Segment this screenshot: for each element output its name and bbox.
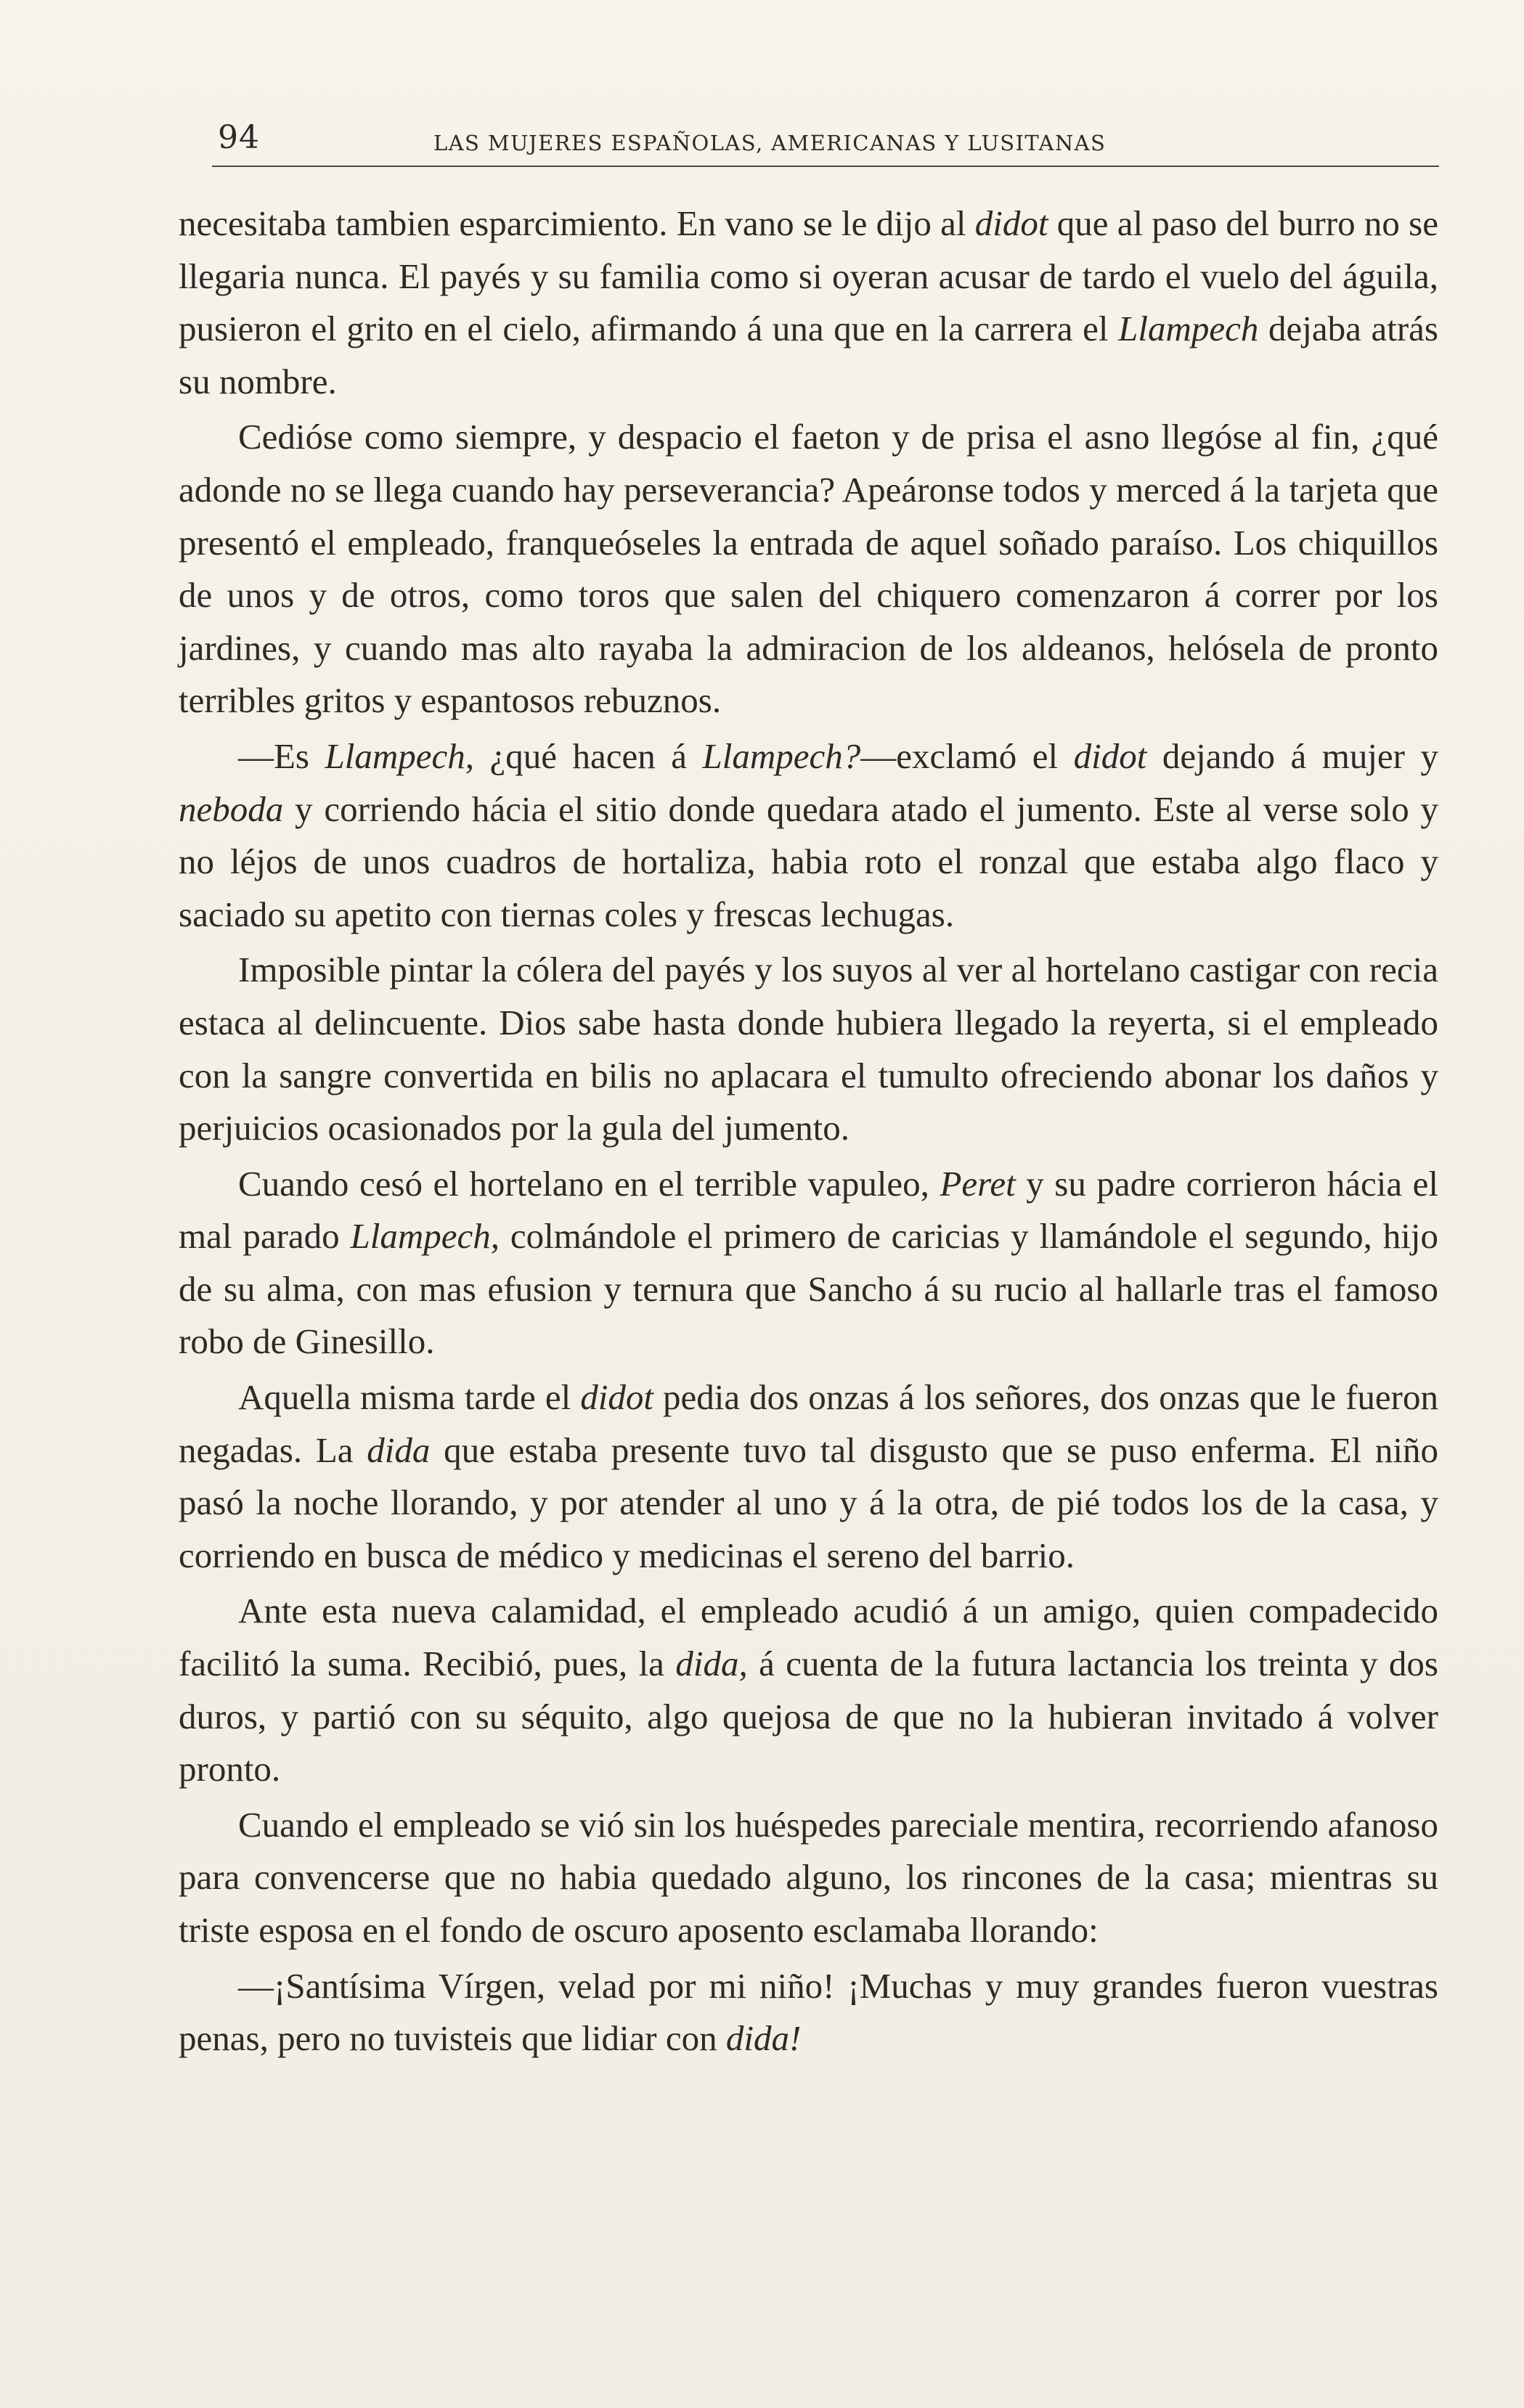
italic-term: dida, [675,1644,748,1684]
italic-term: didot [1073,735,1147,776]
italic-term: neboda [179,788,284,829]
paragraph [179,730,1438,941]
text-run: ¿qué hacen á [474,735,703,776]
text-run: Cedióse como siempre, y despacio el faeton y de prisa el asno llegóse al fin, ¿qué adonde no se llega cuando hay perseverancia? Apeáronse todos y merced á la tarjeta que presentó el empleado, franqueóseles la entrada de aquel soñado paraíso. Los chiquillos de unos y de otros, como toros que salen del chiquero comenzaron á correr por los jardines, y cuando mas alto rayaba la admiracion de los aldeanos, helósela de pronto terribles gritos y espantosos rebuznos. [179,417,1438,721]
italic-term: dida! [725,2018,802,2059]
text-run: dejaba atrás su nombre. [179,309,1438,401]
italic-term: Peret [940,1163,1016,1204]
italic-term: didot [580,1377,653,1418]
italic-term: Llampech? [702,735,861,776]
paragraph [179,944,1438,1154]
italic-term: Llampech, [325,735,475,776]
italic-term: Llampech [1118,309,1259,349]
text-run: Imposible pintar la cólera del payés y los suyos al ver al hortelano castigar con recia estaca al delincuente. Dios sabe hasta donde hubiera llegado la reyerta, si el empleado con la sangre convertida en bilis no aplacara el tumulto ofreciendo abonar los daños y perjuicios ocasionados por la gula del jumento. [179,950,1438,1148]
text-run: —Es [238,735,325,776]
running-head: LAS MUJERES ESPAÑOLAS, AMERICANAS Y LUSITANAS [433,131,1107,155]
text-run: Cuando cesó el hortelano en el terrible vapuleo, [238,1163,940,1204]
paragraph [179,1799,1438,1957]
text-run: que estaba presente tuvo tal disgusto que se puso enferma. El niño pasó la noche llorando, y por atender al uno y á la otra, de pié todos los de la casa, y corriendo en busca de médico y medicinas el sereno del barrio. [179,1429,1438,1575]
paragraph [179,411,1438,727]
text-run: —exclamó el [860,735,1074,776]
text-run: necesitaba tambien esparcimiento. En vano se le dijo al [179,203,975,243]
italic-term: dida [367,1429,431,1470]
paragraph [179,1585,1438,1795]
text-run: colmándole el primero de caricias y llamándole el segundo, hijo de su alma, con mas efusion y ternura que Sancho á su rucio al hallarle tras el famoso robo de Ginesillo. [179,1216,1438,1362]
text-run: Cuando el empleado se vió sin los huéspedes pareciale mentira, recorriendo afanoso para convencerse que no habia quedado alguno, los rincones de la casa; mientras su triste esposa en el fondo de oscuro aposento esclamaba llorando: [179,1804,1438,1950]
paragraph [179,1158,1438,1368]
text-run: á cuenta de la futura lactancia los treinta y dos duros, y partió con su séquito, algo quejosa de que no la hubieran invitado á volver pronto. [179,1644,1438,1789]
text-run: dejando á mujer y [1146,735,1439,776]
text-run: y su padre corrieron hácia el mal parado [179,1163,1438,1257]
paragraph [179,1960,1438,2065]
page-header [212,115,1439,167]
text-run: Aquella misma tarde el [238,1377,581,1418]
text-run: pedia dos onzas á los señores, dos onzas que le fueron negadas. La [179,1377,1438,1470]
text-run: que al paso del burro no se llegaria nunca. El payés y su familia como si oyeran acusar de tardo el vuelo del águila, pusieron el grito en el cielo, afirmando á una que en la carrera el [179,203,1438,349]
body-text [179,197,1438,2065]
italic-term: Llampech, [350,1216,500,1257]
italic-term: didot [974,203,1048,243]
text-run: Ante esta nueva calamidad, el empleado acudió á un amigo, quien compadecido facilitó la suma. Recibió, pues, la [179,1591,1438,1684]
text-run: y corriendo hácia el sitio donde quedara atado el jumento. Este al verse solo y no léjos de unos cuadros de hortaliza, habia roto el ronzal que estaba algo flaco y saciado su apetito con tiernas coles y frescas lechugas. [179,788,1438,934]
page-number: 94 [218,119,260,156]
paragraph [179,197,1438,408]
text-run: —¡Santísima Vírgen, velad por mi niño! ¡Muchas y muy grandes fueron vuestras penas, pero no tuvisteis que lidiar con [179,1965,1438,2059]
paragraph [179,1371,1438,1582]
